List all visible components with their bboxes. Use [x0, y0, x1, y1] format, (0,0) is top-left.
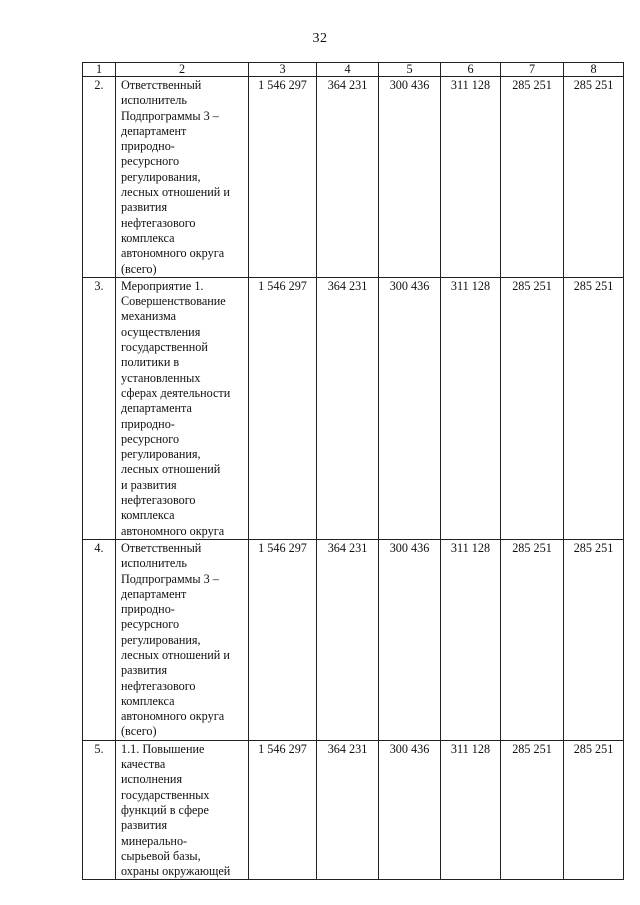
description-line: развития — [121, 663, 168, 678]
value-cell: 300 436 — [379, 539, 441, 740]
description-line: природно- — [121, 139, 175, 154]
description-line: государственной — [121, 340, 208, 355]
value-cell: 285 251 — [564, 277, 624, 539]
header-cell: 2 — [116, 63, 249, 77]
description-line: сферах деятельности — [121, 385, 231, 400]
row-number-cell: 3. — [83, 277, 116, 539]
description-line: исполнитель — [121, 93, 187, 108]
value-cell: 1 546 297 — [249, 77, 317, 278]
row-number-cell: 2. — [83, 77, 116, 278]
description-line: департамент — [121, 586, 187, 601]
value-cell: 285 251 — [501, 539, 564, 740]
value-cell: 1 546 297 — [249, 740, 317, 880]
value-cell: 300 436 — [379, 277, 441, 539]
table-row — [83, 77, 624, 278]
value-cell: 285 251 — [564, 740, 624, 880]
description-line: качества — [121, 757, 166, 772]
description-line: комплекса — [121, 508, 175, 523]
value-cell: 285 251 — [564, 539, 624, 740]
description-line: развития — [121, 818, 168, 833]
header-cell: 3 — [249, 63, 317, 77]
description-line: минерально- — [121, 833, 188, 848]
value-cell: 285 251 — [501, 740, 564, 880]
table-row — [83, 277, 624, 539]
description-line: ресурсного — [121, 154, 180, 169]
header-cell: 1 — [83, 63, 116, 77]
description-line: Ответственный — [121, 78, 202, 92]
description-line: ресурсного — [121, 431, 180, 446]
description-line: регулирования, — [121, 632, 201, 647]
row-number-cell: 5. — [83, 740, 116, 880]
description-line: исполнения — [121, 772, 183, 787]
description-line: (всего) — [121, 261, 157, 276]
description-line: природно- — [121, 602, 175, 617]
description-cell — [116, 740, 249, 880]
description-line: развития — [121, 200, 168, 215]
value-cell: 311 128 — [441, 77, 501, 278]
description-line: автономного округа — [121, 709, 225, 724]
value-cell: 300 436 — [379, 77, 441, 278]
value-cell: 364 231 — [317, 277, 379, 539]
description-line: установленных — [121, 370, 201, 385]
value-cell: 364 231 — [317, 77, 379, 278]
description-line: Подпрограммы 3 – — [121, 571, 219, 586]
description-line: департамента — [121, 401, 192, 416]
description-cell — [116, 277, 249, 539]
description-line: сырьевой базы, — [121, 848, 201, 863]
description-line: автономного округа — [121, 246, 225, 261]
description-line: Подпрограммы 3 – — [121, 108, 219, 123]
value-cell: 311 128 — [441, 740, 501, 880]
budget-table — [82, 62, 624, 880]
description-line: политики в — [121, 355, 180, 370]
value-cell: 364 231 — [317, 740, 379, 880]
description-line: нефтегазового — [121, 493, 196, 508]
header-cell: 4 — [317, 63, 379, 77]
value-cell: 1 546 297 — [249, 277, 317, 539]
description-line: и развития — [121, 477, 177, 492]
description-line: нефтегазового — [121, 215, 196, 230]
value-cell: 300 436 — [379, 740, 441, 880]
description-line: функций в сфере — [121, 802, 209, 817]
description-line: (всего) — [121, 724, 157, 739]
description-line: департамент — [121, 123, 187, 138]
table-body — [83, 77, 624, 880]
description-line: лесных отношений и — [121, 185, 230, 200]
description-line: ресурсного — [121, 617, 180, 632]
description-line: Совершенствование — [121, 294, 226, 309]
table-row — [83, 539, 624, 740]
description-line: Ответственный — [121, 540, 202, 555]
description-line: механизма — [121, 309, 177, 324]
page-number: 32 — [312, 31, 328, 46]
header-cell: 5 — [379, 63, 441, 77]
description-line: регулирования, — [121, 447, 201, 462]
header-cell: 8 — [564, 63, 624, 77]
description-line: автономного округа — [121, 523, 225, 538]
description-cell — [116, 77, 249, 278]
description-line: комплекса — [121, 693, 175, 708]
row-number-cell: 4. — [83, 539, 116, 740]
value-cell: 285 251 — [564, 77, 624, 278]
description-line: Мероприятие 1. — [121, 278, 204, 293]
value-cell: 285 251 — [501, 277, 564, 539]
description-line: 1.1. Повышение — [121, 741, 205, 756]
description-line: комплекса — [121, 230, 175, 245]
table-row — [83, 740, 624, 880]
header-row — [83, 63, 624, 77]
header-cell: 6 — [441, 63, 501, 77]
value-cell: 364 231 — [317, 539, 379, 740]
description-cell — [116, 539, 249, 740]
description-line: регулирования, — [121, 169, 201, 184]
description-line: охраны окружающей — [121, 864, 231, 879]
description-line: нефтегазового — [121, 678, 196, 693]
value-cell: 311 128 — [441, 277, 501, 539]
header-cell: 7 — [501, 63, 564, 77]
description-line: исполнитель — [121, 556, 187, 571]
description-line: государственных — [121, 787, 210, 802]
description-line: осуществления — [121, 324, 201, 339]
value-cell: 285 251 — [501, 77, 564, 278]
description-line: лесных отношений — [121, 462, 221, 477]
description-line: природно- — [121, 416, 175, 431]
value-cell: 1 546 297 — [249, 539, 317, 740]
value-cell: 311 128 — [441, 539, 501, 740]
description-line: лесных отношений и — [121, 647, 230, 662]
